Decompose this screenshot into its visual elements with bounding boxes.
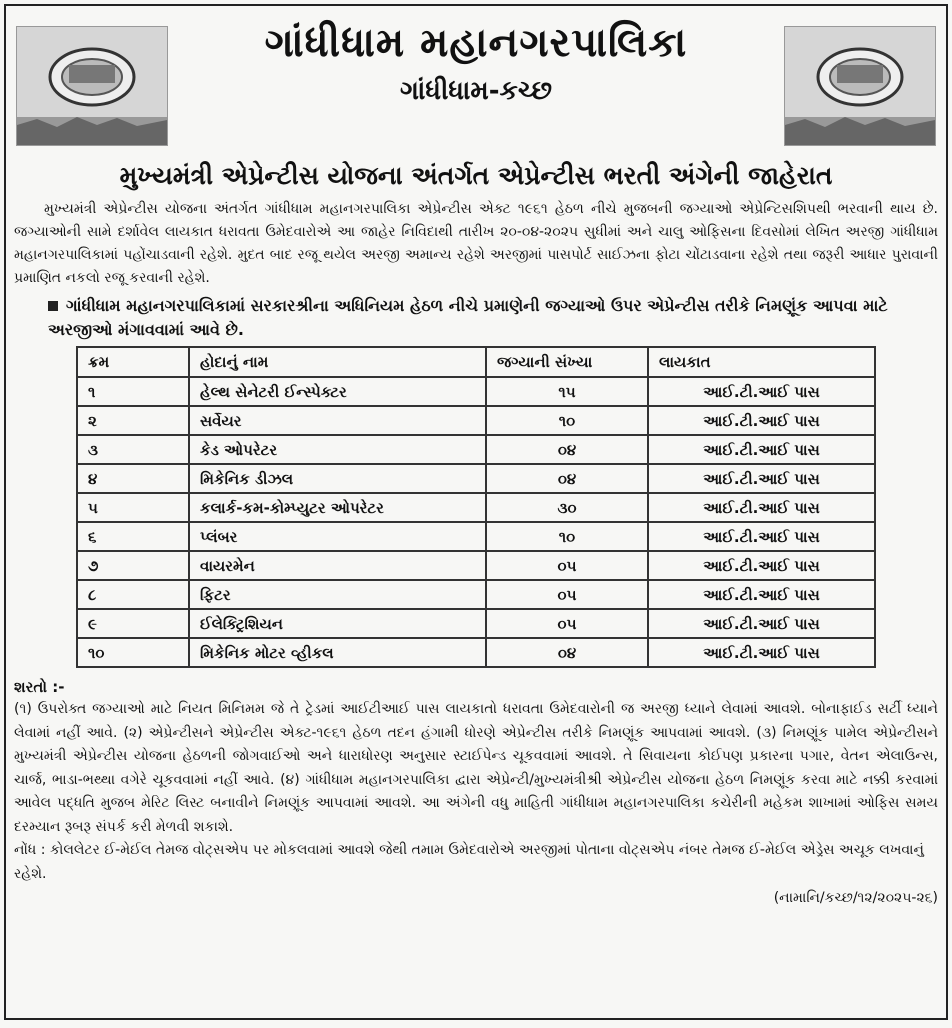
serial-cell: ૧ [77, 377, 189, 406]
note-paragraph: નોંધ : કોલલેટર ઈ-મેઈલ તેમજ વોટ્સએપ પર મોકલવામાં આવશે જેથી તમામ ઉમેદવારોએ અરજીમાં પોતાના વોટ્સએપ નંબર તેમજ ઈ-મેઈલ એડ્રેસ અચૂક લખવાનું રહેશે. [14, 842, 924, 882]
reference-number: (નામાનિ/કચ્છ/૧૨/૨૦૨૫-૨૬) [773, 890, 938, 906]
table-row [77, 464, 875, 493]
qualification-cell: આઈ.ટી.આઈ પાસ [648, 406, 875, 435]
qualification-cell: આઈ.ટી.આઈ પાસ [648, 464, 875, 493]
table-header-row [77, 347, 875, 377]
header-qualification: લાયકાત [648, 347, 875, 377]
qualification-cell: આઈ.ટી.આઈ પાસ [648, 435, 875, 464]
header-post-name: હોદાનું નામ [189, 347, 486, 377]
table-row [77, 377, 875, 406]
vacancy-count-cell: ૦૪ [486, 638, 648, 667]
header-serial: ક્રમ [77, 347, 189, 377]
post-name-cell: હેલ્થ સેનેટરી ઈન્સ્પેક્ટર [189, 377, 486, 406]
square-bullet-icon [48, 301, 58, 311]
post-name-cell: ફિટર [189, 580, 486, 609]
table-row [77, 551, 875, 580]
serial-cell: ૫ [77, 493, 189, 522]
intro-paragraph: મુખ્યમંત્રી એપ્રેન્ટીસ યોજના અંતર્ગત ગાંધીધામ મહાનગરપાલિકા એપ્રેન્ટીસ એક્ટ ૧૯૬૧ હેઠળ નીચે મુજબની જગ્યાઓ એપ્રેન્ટિસશિપથી ભરવાની થાય છે. જગ્યાઓની સામે દર્શાવેલ લાયકાત ધરાવતા ઉમેદવારોએ આ જાહેર નિવિદાથી તારીખ ૨૦-૦૪-૨૦૨૫ સુધીમાં અને ચાલુ ઓફિસના દિવસોમાં લેખિત અરજી ગાંધીધામ મહાનગરપાલિકામાં પહોંચાડવાની રહેશે. મુદત બાદ રજૂ થયેલ અરજી અમાન્ય રહેશે અરજીમાં પાસપોર્ટ સાઈઝના ફોટા ચોંટાડવાના રહેશે તથા જરૂરી આધાર પુરાવાની પ્રમાણિત નકલો રજૂ કરવાની રહેશે. [14, 201, 938, 286]
serial-cell: ૧૦ [77, 638, 189, 667]
vacancy-count-cell: ૩૦ [486, 493, 648, 522]
vacancy-count-cell: ૧૦ [486, 406, 648, 435]
vacancy-count-cell: ૦૪ [486, 464, 648, 493]
header-vacancies: જગ્યાની સંખ્યા [486, 347, 648, 377]
corporation-subtitle: ગાંધીધામ-કચ્છ [400, 76, 552, 106]
serial-cell: ૮ [77, 580, 189, 609]
corporation-title: ગાંધીધામ મહાનગરપાલિકા [264, 20, 688, 66]
vacancy-count-cell: ૦૫ [486, 551, 648, 580]
qualification-cell: આઈ.ટી.આઈ પાસ [648, 522, 875, 551]
notice-line [48, 294, 938, 342]
table-row [77, 522, 875, 551]
municipal-logo-left [16, 26, 168, 146]
qualification-cell: આઈ.ટી.આઈ પાસ [648, 493, 875, 522]
table-row [77, 638, 875, 667]
serial-cell: ૯ [77, 609, 189, 638]
post-name-cell: કલાર્ક-કમ-કોમ્પ્યુટર ઓપરેટર [189, 493, 486, 522]
post-name-cell: સર્વેયર [189, 406, 486, 435]
terms-paragraph: (૧) ઉપરોક્ત જગ્યાઓ માટે નિયત મિનિમમ જે તે ટ્રેડમાં આઈટીઆઈ પાસ લાયકાતો ધરાવતા ઉમેદવારોની જ અરજી ધ્યાને લેવામાં આવશે. બોનાફાઈડ સર્ટી ધ્યાને લેવામાં નહીં આવે. (૨) એપ્રેન્ટીસને એપ્રેન્ટીસ એક્ટ-૧૯૬૧ હેઠળ તદન હંગામી ધોરણે એપ્રેન્ટીસ તરીકે નિમણૂંક આપવામાં આવશે. (૩) નિમણૂંક પામેલ એપ્રેન્ટીસને મુખ્યમંત્રી એપ્રેન્ટીસ યોજના હેઠળની જોગવાઈઓ અને ધારાધોરણ અનુસાર સ્ટાઈપેન્ડ ચૂકવવામાં આવશે. તે સિવાયના કોઈપણ પ્રકારના પગાર, વેતન એલાઉન્સ, ચાર્જ, ભાડા-ભથ્થા વગેરે ચૂકવવામાં નહીં આવે. (૪) ગાંધીધામ મહાનગરપાલિકા દ્વારા એપ્રેન્ટી/મુખ્યમંત્રીશ્રી એપ્રેન્ટીસ યોજના હેઠળ નિમણૂંક કરવા માટે નક્કી કરવામાં આવેલ પદ્ધતિ મુજબ મેરિટ લિસ્ટ બનાવીને નિમણૂંક આપવામાં આવશે. આ અંગેની વધુ માહિતી ગાંધીધામ મહાનગરપાલિકા કચેરીની મહેકમ શાખામાં ઓફિસ સમય દરમ્યાન રૂબરૂ સંપર્ક કરી મેળવી શકાશે. [14, 701, 938, 835]
post-name-cell: ઈલેક્ટ્રિશિયન [189, 609, 486, 638]
serial-cell: ૪ [77, 464, 189, 493]
table-row [77, 580, 875, 609]
post-name-cell: પ્લંબર [189, 522, 486, 551]
post-name-cell: મિકેનિક મોટર વ્હીકલ [189, 638, 486, 667]
municipal-logo-right [784, 26, 936, 146]
serial-cell: ૬ [77, 522, 189, 551]
serial-cell: ૭ [77, 551, 189, 580]
table-row [77, 493, 875, 522]
serial-cell: ૨ [77, 406, 189, 435]
vacancy-table [76, 346, 876, 668]
header [14, 20, 938, 116]
qualification-cell: આઈ.ટી.આઈ પાસ [648, 638, 875, 667]
vacancy-count-cell: ૦૫ [486, 609, 648, 638]
vacancy-count-cell: ૦૫ [486, 580, 648, 609]
post-name-cell: મિકેનિક ડીઝલ [189, 464, 486, 493]
vacancy-count-cell: ૦૪ [486, 435, 648, 464]
terms-heading: શરતો :- [14, 678, 65, 696]
qualification-cell: આઈ.ટી.આઈ પાસ [648, 580, 875, 609]
table-row [77, 435, 875, 464]
post-name-cell: વાયરમેન [189, 551, 486, 580]
post-name-cell: કેડ ઓપરેટર [189, 435, 486, 464]
advertisement-page [4, 4, 948, 1020]
vacancy-count-cell: ૧૦ [486, 522, 648, 551]
table-row [77, 609, 875, 638]
qualification-cell: આઈ.ટી.આઈ પાસ [648, 609, 875, 638]
table-row [77, 406, 875, 435]
notice-text: ગાંધીધામ મહાનગરપાલિકામાં સરકારશ્રીના અધિનિયમ હેઠળ નીચે પ્રમાણેની જગ્યાઓ ઉપર એપ્રેન્ટીસ તરીકે નિમણૂંક આપવા માટે અરજીઓ મંગાવવામાં આવે છે. [48, 296, 888, 339]
advertisement-headline: મુખ્યમંત્રી એપ્રેન્ટીસ યોજના અંતર્ગત એપ્રેન્ટીસ ભરતી અંગેની જાહેરાત [119, 161, 833, 190]
qualification-cell: આઈ.ટી.આઈ પાસ [648, 551, 875, 580]
vacancy-count-cell: ૧૫ [486, 377, 648, 406]
qualification-cell: આઈ.ટી.આઈ પાસ [648, 377, 875, 406]
serial-cell: ૩ [77, 435, 189, 464]
